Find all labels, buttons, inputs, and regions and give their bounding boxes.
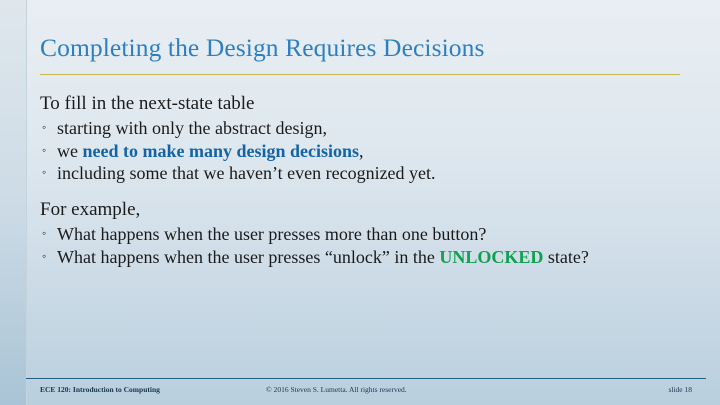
bullet-list-2 <box>40 224 680 269</box>
list-item-text-tail: state? <box>543 246 589 267</box>
slide-left-accent-bar <box>0 0 27 405</box>
list-item-emphasis: need to make many design decisions <box>82 140 360 161</box>
slide-footer <box>26 382 706 402</box>
list-item-text: What happens when the user presses “unlock” in the <box>57 246 440 267</box>
footer-copyright: © 2016 Steven S. Lumetta. All rights reserved. <box>266 385 407 394</box>
list-item-text-tail: , <box>359 140 364 161</box>
footer-divider <box>26 378 706 379</box>
footer-slide-number: slide 18 <box>668 385 692 394</box>
footer-course-label: ECE 120: Introduction to Computing <box>40 385 160 394</box>
bullet-marker-icon: ◦ <box>42 165 47 180</box>
bullet-marker-icon: ◦ <box>42 119 47 134</box>
list-item-text: What happens when the user presses more than one button? <box>57 223 487 244</box>
list-item-text: including some that we haven’t even recognized yet. <box>57 163 436 184</box>
list-item <box>40 118 680 140</box>
bullet-list-1 <box>40 118 680 186</box>
bullet-marker-icon: ◦ <box>42 248 47 263</box>
list-item <box>40 141 680 163</box>
page-title: Completing the Design Requires Decisions <box>40 33 485 62</box>
list-item-emphasis: UNLOCKED <box>439 246 544 267</box>
bullet-marker-icon: ◦ <box>42 225 47 240</box>
slide-body <box>40 92 680 270</box>
list-item <box>40 247 680 269</box>
lead-text-2: For example, <box>40 199 141 221</box>
title-divider <box>40 74 680 75</box>
list-item <box>40 163 680 185</box>
lead-text-1: To fill in the next-state table <box>40 93 255 114</box>
list-item-text: we <box>57 140 83 161</box>
list-item <box>40 224 680 246</box>
list-item-text: starting with only the abstract design, <box>57 117 327 138</box>
bullet-marker-icon: ◦ <box>42 142 47 157</box>
